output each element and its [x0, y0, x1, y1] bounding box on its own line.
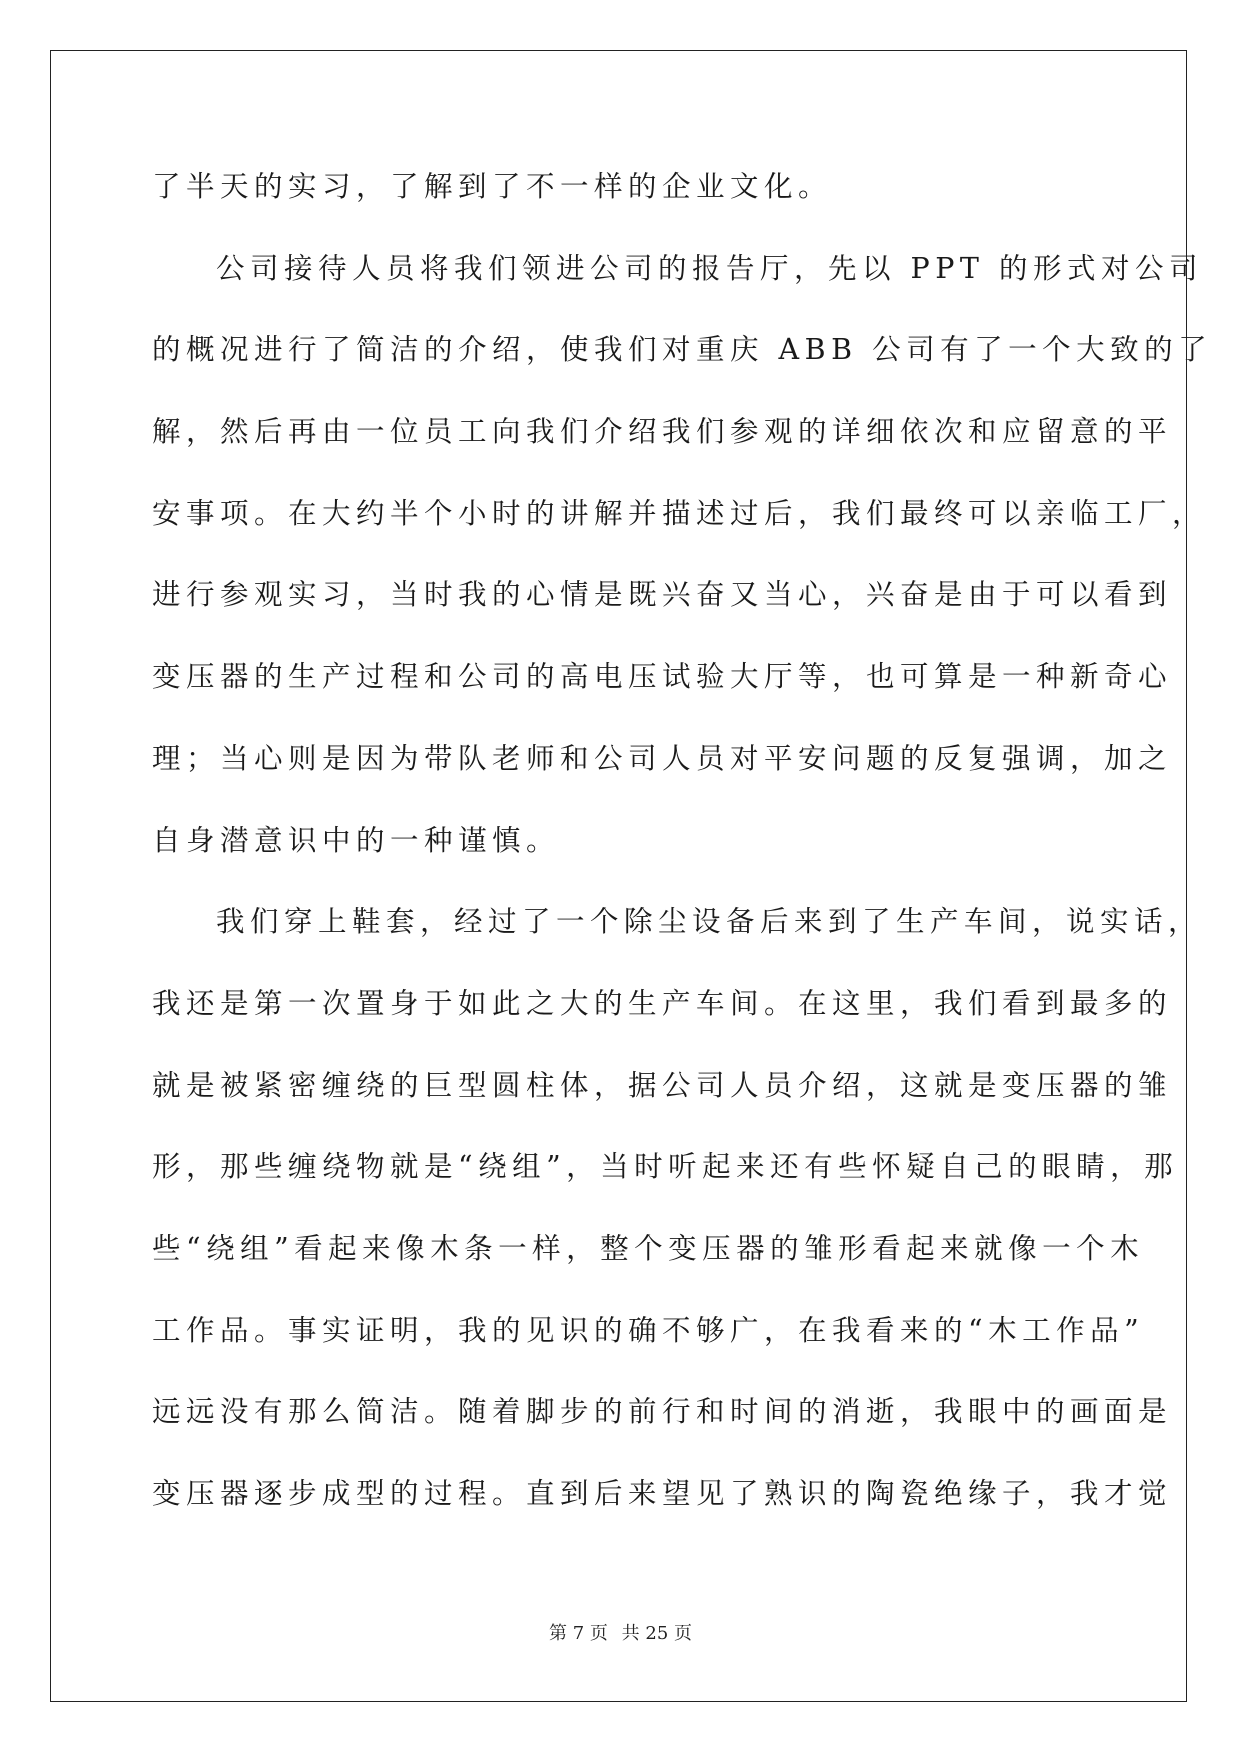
- text-line: 变压器逐步成型的过程。直到后来望见了熟识的陶瓷绝缘子，我才觉: [152, 1477, 1173, 1510]
- text-line: 变压器的生产过程和公司的高电压试验大厅等，也可算是一种新奇心: [152, 660, 1173, 694]
- text-line: 公司接待人员将我们领进公司的报告厅，先以 PPT 的形式对公司: [216, 251, 1203, 285]
- text-line: 解，然后再由一位员工向我们介绍我们参观的详细依次和应留意的平: [152, 415, 1173, 449]
- text-line: 了半天的实习，了解到了不一样的企业文化。: [152, 170, 833, 203]
- text-line: 自身潜意识中的一种谨慎。: [152, 823, 561, 857]
- page-number: 第 7 页: [549, 1623, 608, 1644]
- text-line: 进行参观实习，当时我的心情是既兴奋又当心，兴奋是由于可以看到: [152, 578, 1173, 612]
- text-line: 远远没有那么简洁。随着脚步的前行和时间的消逝，我眼中的画面是: [152, 1395, 1173, 1429]
- text-line: 我们穿上鞋套，经过了一个除尘设备后来到了生产车间，说实话，: [216, 905, 1203, 939]
- text-line: 些“绕组”看起来像木条一样，整个变压器的雏形看起来就像一个木: [152, 1231, 1145, 1265]
- text-line: 我还是第一次置身于如此之大的生产车间。在这里，我们看到最多的: [152, 986, 1173, 1020]
- document-body: [152, 146, 1213, 1535]
- page-footer: [0, 1619, 1241, 1645]
- total-pages: 共 25 页: [621, 1623, 692, 1644]
- text-line: 的概况进行了简洁的介绍，使我们对重庆 ABB 公司有了一个大致的了: [152, 333, 1213, 367]
- text-line: 形，那些缠绕物就是“绕组”，当时听起来还有些怀疑自己的眼睛，那: [152, 1150, 1179, 1184]
- text-line: 就是被紧密缠绕的巨型圆柱体，据公司人员介绍，这就是变压器的雏: [152, 1068, 1173, 1102]
- text-line: 理；当心则是因为带队老师和公司人员对平安问题的反复强调，加之: [152, 741, 1173, 775]
- text-line: 安事项。在大约半个小时的讲解并描述过后，我们最终可以亲临工厂，: [152, 496, 1207, 530]
- text-line: 工作品。事实证明，我的见识的确不够广，在我看来的“木工作品”: [152, 1313, 1145, 1347]
